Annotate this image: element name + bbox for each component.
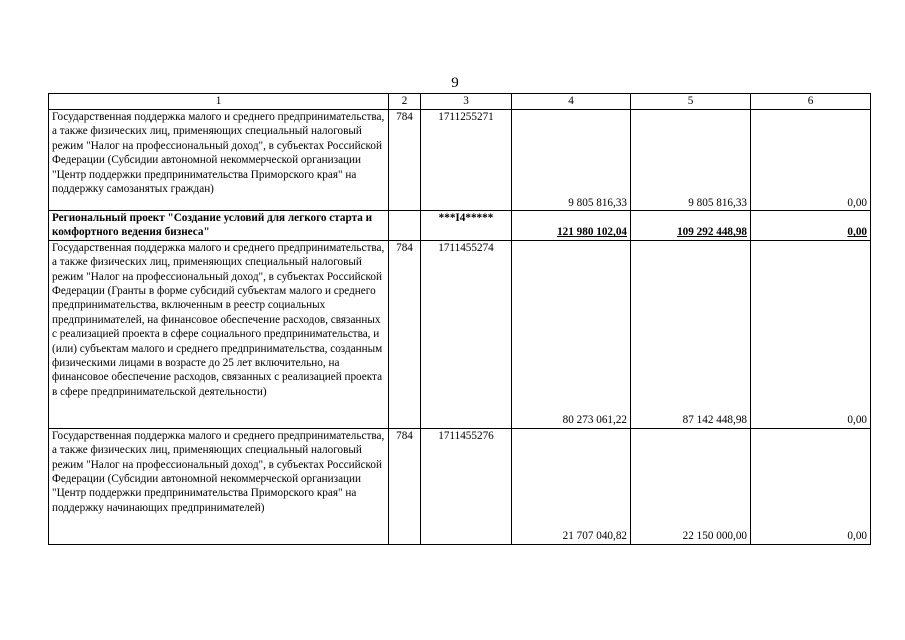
underlined-amount: 0,00 bbox=[847, 226, 867, 239]
column-header-4: 4 bbox=[512, 94, 631, 110]
row-name: Государственная поддержка малого и среднего предпринимательства, а также физических лиц, применяющих специальный налоговый режим "Налог на профессиональный доход", в субъектах Российской Федерации (Субсидии автономной некоммерческой организации "Центр поддержки предпринимательства Приморского края" на поддержку начинающих предпринимателей) bbox=[49, 428, 389, 544]
row-amount-col5: 22 150 000,00 bbox=[631, 428, 751, 544]
underlined-amount: 109 292 448,98 bbox=[677, 226, 747, 239]
column-header-2: 2 bbox=[389, 94, 421, 110]
row-grbs-code: 784 bbox=[389, 110, 421, 211]
row-amount-col4 bbox=[512, 211, 631, 241]
column-header-3: 3 bbox=[421, 94, 512, 110]
page-number: 9 bbox=[451, 75, 459, 91]
table-row bbox=[49, 110, 871, 211]
row-grbs-code: 784 bbox=[389, 240, 421, 428]
row-amount-col6: 0,00 bbox=[751, 428, 871, 544]
column-header-6: 6 bbox=[751, 94, 871, 110]
row-grbs-code bbox=[389, 211, 421, 241]
row-amount-col4: 80 273 061,22 bbox=[512, 240, 631, 428]
row-amount-col5: 9 805 816,33 bbox=[631, 110, 751, 211]
row-amount-col6: 0,00 bbox=[751, 240, 871, 428]
table-row bbox=[49, 240, 871, 428]
column-header-1: 1 bbox=[49, 94, 389, 110]
row-target-code: 1711455276 bbox=[421, 428, 512, 544]
row-amount-col5 bbox=[631, 211, 751, 241]
row-amount-col6 bbox=[751, 211, 871, 241]
row-target-code: 1711455274 bbox=[421, 240, 512, 428]
row-name: Государственная поддержка малого и среднего предпринимательства, а также физических лиц, применяющих специальный налоговый режим "Налог на профессиональный доход", в субъектах Российской Федерации (Гранты в форме субсидий субъектам малого и среднего предпринимательства, включенным в реестр социальных предпринимателей, на финансовое обеспечение расходов, связанных с реализацией проекта в сфере социального предпринимательства, и (или) субъектам малого и среднего предпринимательства, созданным физическими лицами в возрасте до 25 лет включительно, на финансовое обеспечение расходов, связанных с реализацией проекта в сфере предпринимательской деятельности) bbox=[49, 240, 389, 428]
underlined-amount: 121 980 102,04 bbox=[557, 226, 627, 239]
row-amount-col6: 0,00 bbox=[751, 110, 871, 211]
table-row bbox=[49, 428, 871, 544]
row-target-code: ***I4***** bbox=[421, 211, 512, 241]
row-name: Государственная поддержка малого и среднего предпринимательства, а также физических лиц, применяющих специальный налоговый режим "Налог на профессиональный доход", в субъектах Российской Федерации (Субсидии автономной некоммерческой организации "Центр поддержки предпринимательства Приморского края" на поддержку самозанятых граждан) bbox=[49, 110, 389, 211]
row-amount-col5: 87 142 448,98 bbox=[631, 240, 751, 428]
table-row-project-total bbox=[49, 211, 871, 241]
table-header-row bbox=[49, 94, 871, 110]
row-name: Региональный проект "Создание условий для легкого старта и комфортного ведения бизнеса" bbox=[49, 211, 389, 241]
column-header-5: 5 bbox=[631, 94, 751, 110]
row-amount-col4: 21 707 040,82 bbox=[512, 428, 631, 544]
budget-table bbox=[48, 93, 871, 545]
row-grbs-code: 784 bbox=[389, 428, 421, 544]
row-amount-col4: 9 805 816,33 bbox=[512, 110, 631, 211]
row-target-code: 1711255271 bbox=[421, 110, 512, 211]
